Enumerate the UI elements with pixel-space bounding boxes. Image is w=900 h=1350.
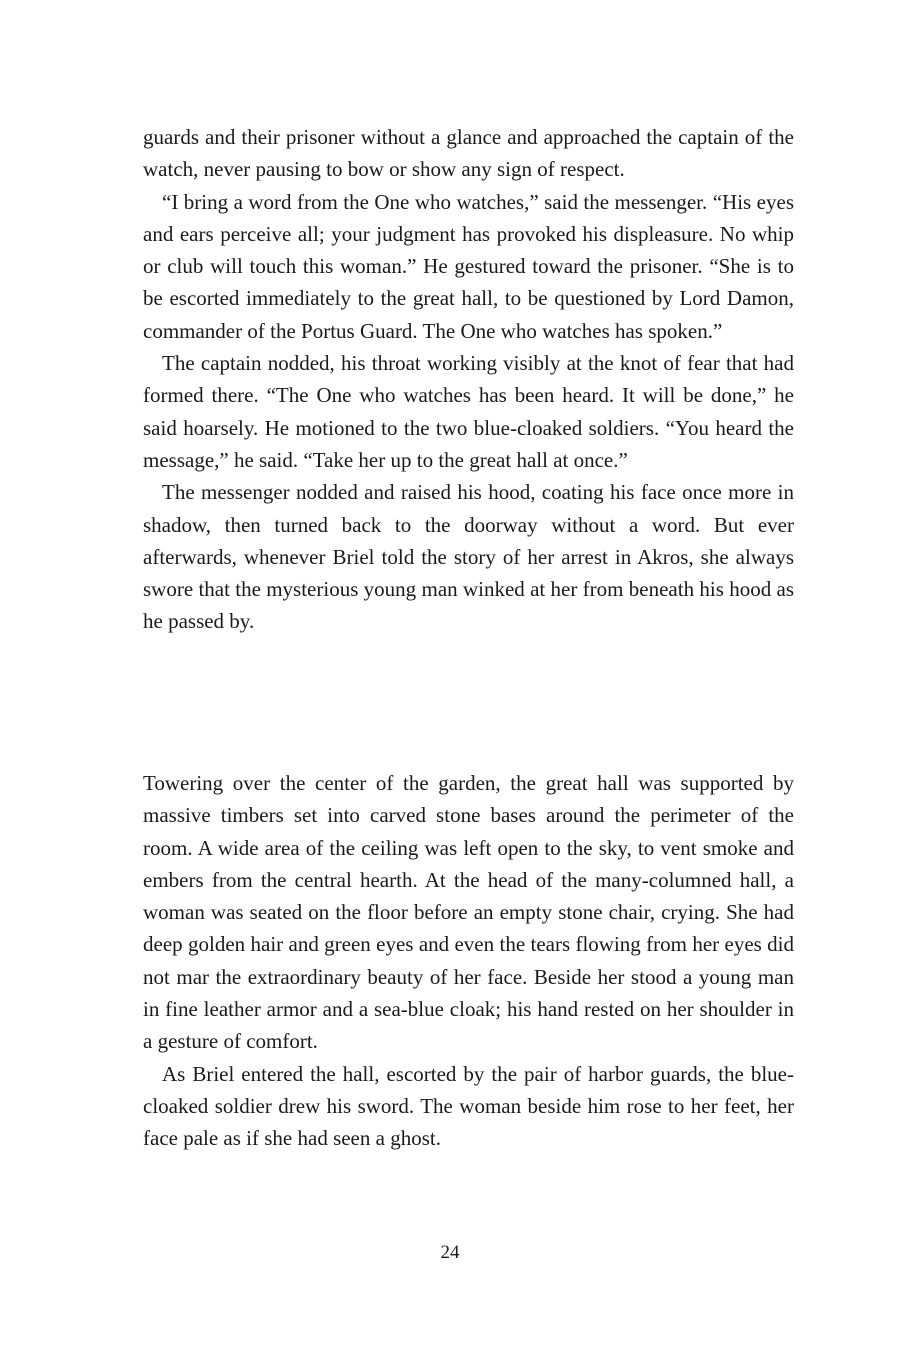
paragraph: Towering over the center of the garden, the great hall was supported by massive timbers set into carved stone bases around the perimeter of the room. A wide area of the ceiling was left open to the sky, to vent smoke and embers from the central hearth. At the head of the many-columned hall, a woman was seated on the floor before an empty stone chair, crying. She had deep golden hair and green eyes and even the tears flowing from her eyes did not mar the extraordinary beauty of her face. Beside her stood a young man in fine leather armor and a sea-blue cloak; his hand rested on her shoulder in a gesture of comfort. [143,771,794,1054]
paragraph: The messenger nodded and raised his hood, coating his face once more in shadow, then turned back to the doorway without a word. But ever afterwards, whenever Briel told the story of her arrest in Akros, she always swore that the mysterious young man winked at her from beneath his hood as he passed by. [143,480,794,634]
page-number: 24 [440,1242,460,1263]
paragraph: “I bring a word from the One who watches,” said the messenger. “His eyes and ears perceive all; your judgment has provoked his displeasure. No whip or club will touch this woman.” He gestured toward the prisoner. “She is to be escorted immediately to the great hall, to be questioned by Lord Damon, commander of the Portus Guard. The One who watches has spoken.” [143,189,794,343]
paragraph: As Briel entered the hall, escorted by the pair of harbor guards, the blue-cloaked soldier drew his sword. The woman beside him rose to her feet, her face pale as if she had seen a ghost. [143,1061,794,1151]
paragraph: guards and their prisoner without a glance and approached the captain of the watch, never pausing to bow or show any sign of respect. [143,125,794,182]
text-section-2 [143,767,794,1155]
paragraph: The captain nodded, his throat working visibly at the knot of fear that had formed there. “The One who watches has been heard. It will be done,” he said hoarsely. He motioned to the two blue-cloaked soldiers. “You heard the message,” he said. “Take her up to the great hall at once.” [143,351,794,472]
text-section-1 [143,121,794,638]
